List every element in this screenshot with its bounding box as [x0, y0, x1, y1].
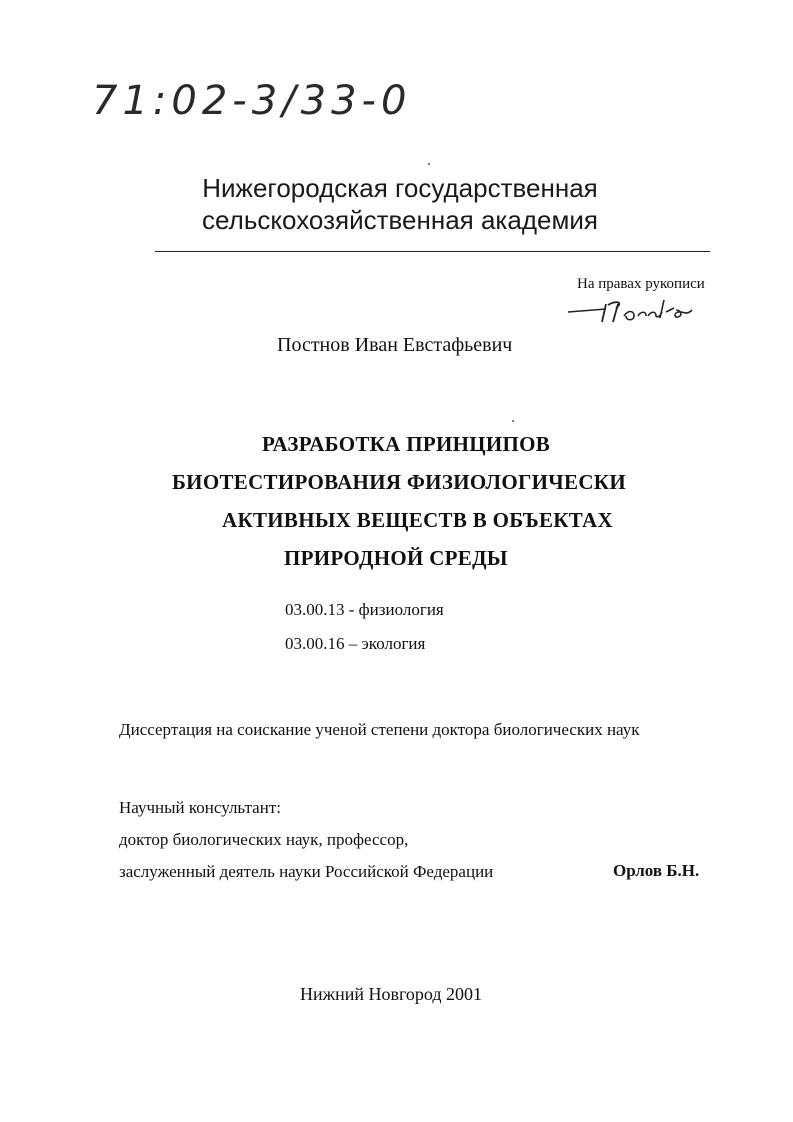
- institution-name: [150, 172, 650, 236]
- author-name: Постнов Иван Евстафьевич: [277, 334, 513, 356]
- institution-line-1: Нижегородская государственная: [202, 173, 598, 203]
- consultant-title: доктор биологических наук, профессор,: [119, 830, 409, 849]
- header-divider: [155, 251, 710, 252]
- institution-line-2: сельскохозяйственная академия: [202, 205, 598, 235]
- library-shelfmark: 71:02-3/33-0: [92, 78, 412, 124]
- place-and-year: Нижний Новгород 2001: [300, 984, 483, 1004]
- scan-speck: [512, 420, 514, 422]
- specialty-physiology: 03.00.13 - физиология: [285, 600, 444, 619]
- title-line-4: ПРИРОДНОЙ СРЕДЫ: [284, 546, 508, 570]
- title-line-3: АКТИВНЫХ ВЕЩЕСТВ В ОБЪЕКТАХ: [222, 508, 613, 532]
- handwritten-signature: [566, 296, 706, 326]
- degree-statement: Диссертация на соискание ученой степени доктора биологических наук: [119, 720, 640, 739]
- consultant-label: Научный консультант:: [119, 798, 281, 817]
- consultant-name: Орлов Б.Н.: [613, 861, 700, 880]
- consultant-honor: заслуженный деятель науки Российской Федерации: [119, 862, 494, 881]
- rights-note: На правах рукописи: [577, 276, 705, 292]
- title-line-1: РАЗРАБОТКА ПРИНЦИПОВ: [262, 432, 551, 456]
- scan-speck: [428, 163, 430, 165]
- title-line-2: БИОТЕСТИРОВАНИЯ ФИЗИОЛОГИЧЕСКИ: [172, 470, 626, 494]
- specialty-ecology: 03.00.16 – экология: [285, 634, 426, 653]
